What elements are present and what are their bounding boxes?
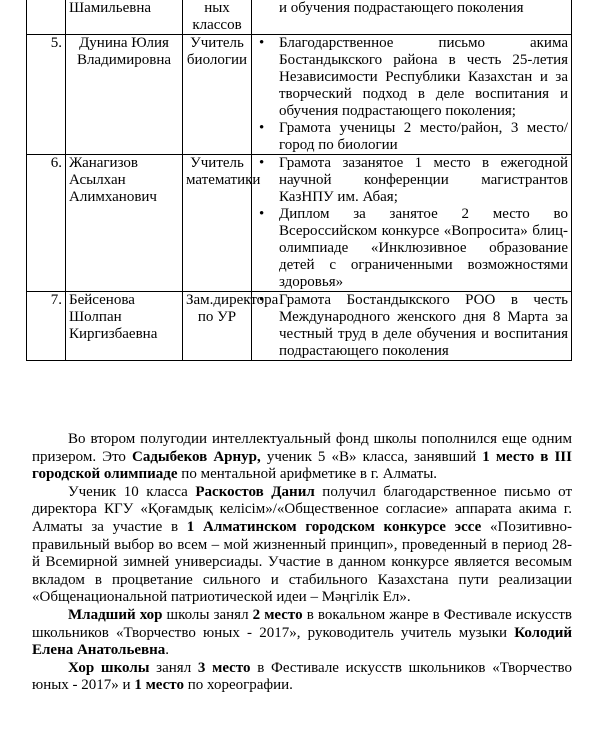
award-list-cell	[252, 35, 572, 155]
teacher-position: Зам.директора по УР	[183, 292, 252, 361]
teacher-name: Шамильевна	[66, 0, 183, 35]
award-list-cell	[252, 155, 572, 292]
text-span: получил благодарственное письмо от директора КГУ «Қоғамдық келісім»/«Общественное согласие» аппарата акима г. Алматы за участие в	[32, 483, 572, 535]
table-row	[27, 0, 572, 35]
teacher-position: Учитель биологии	[183, 35, 252, 155]
text-span: занял	[149, 659, 198, 676]
paragraph	[32, 660, 572, 695]
paragraph	[32, 607, 572, 660]
list-item: • Грамота ученицы 2 место/район, 3 место/город по биологии	[255, 120, 568, 154]
award-list-cell	[252, 292, 572, 361]
text-span: Ученик 10 класса	[68, 483, 196, 500]
row-number: 5.	[27, 35, 66, 155]
award-continuation: и обучения подрастающего поколения	[279, 0, 524, 16]
bold-span: Садыбеков Арнур,	[132, 448, 261, 465]
bold-span: 3 место	[197, 659, 251, 676]
table-row	[27, 155, 572, 292]
text-span: в Фестивале искусств школьников «Творчество юных - 2017» и	[32, 659, 572, 694]
award-list	[255, 35, 568, 154]
award-list	[255, 155, 568, 291]
paragraph	[32, 484, 572, 607]
bold-span: 1 место в III городской олимпиаде	[32, 448, 572, 483]
text-span: по хореографии.	[183, 677, 293, 694]
bold-span: 1 место	[134, 677, 184, 694]
list-item: • Грамота зазанятое 1 место в ежегодной научной конференции магистрантов КазНПУ им. Абая;	[255, 155, 568, 206]
row-number: 6.	[27, 155, 66, 292]
list-item: • Грамота Бостандыкского РОО в честь Международного женского дня 8 Марта за честный труд в деле обучения и воспитания подрастающего поколения	[255, 292, 568, 360]
bold-span: Колодий Елена Анатольевна	[32, 624, 572, 659]
table-row	[27, 35, 572, 155]
bold-span: 1 Алматинском городском конкурсе эссе	[186, 518, 482, 535]
list-item: • Диплом за занятое 2 место во Всероссийском конкурсе «Вопросита» блиц-олимпиаде «Инклюзивное образование детей с ограниченными возможностями здоровья»	[255, 206, 568, 291]
text-span: .	[165, 642, 170, 659]
report-text	[32, 431, 572, 695]
awards-table	[26, 0, 572, 361]
text-span: Во втором полугодии интеллектуальный фонд школы пополнился еще одним призером. Это	[32, 431, 572, 465]
bold-span: Раскостов Данил	[195, 483, 315, 500]
award-list	[255, 292, 568, 360]
teacher-position: Учитель математики	[183, 155, 252, 292]
text-span: по ментальной арифметике в г. Алматы.	[177, 466, 438, 483]
row-number: 7.	[27, 292, 66, 361]
award-text	[252, 0, 572, 35]
teacher-position: ных классов	[183, 0, 252, 35]
bold-span: Младший хор	[68, 606, 163, 623]
text-span: ученик 5 «В» класса, занявший	[260, 448, 483, 465]
list-item: • Благодарственное письмо акима Бостандыкского района в честь 25-летия Независимости Республики Казахстан и за творческий подход в деле воспитания и обучения подрастающего поколения;	[255, 35, 568, 120]
text-span: «Позитивно-правильный выбор во всем – мой жизненный принцип», проведенный в период 28-й Всемирной зимней универсиады. Участие в данном конкурсе является весомым вкладом в процветание сильного и стабильного Казахстана пути реализации «Общенациональной патриотической идеи – Мәңгілік Ел».	[32, 518, 572, 606]
bold-span: Хор школы	[68, 659, 150, 676]
row-number	[27, 0, 66, 35]
teacher-name: Бейсенова Шолпан Киргизбаевна	[66, 292, 183, 361]
table-row	[27, 292, 572, 361]
text-span: школы занял	[162, 606, 253, 623]
teacher-name: Жанагизов Асылхан Алимханович	[66, 155, 183, 292]
bold-span: 2 место	[252, 606, 303, 623]
paragraph	[32, 431, 572, 484]
teacher-name: Дунина Юлия Владимировна	[66, 35, 183, 155]
text-span: в вокальном жанре в Фестивале искусств школьников «Творчество юных - 2017», руководитель учитель музыки	[32, 606, 572, 641]
